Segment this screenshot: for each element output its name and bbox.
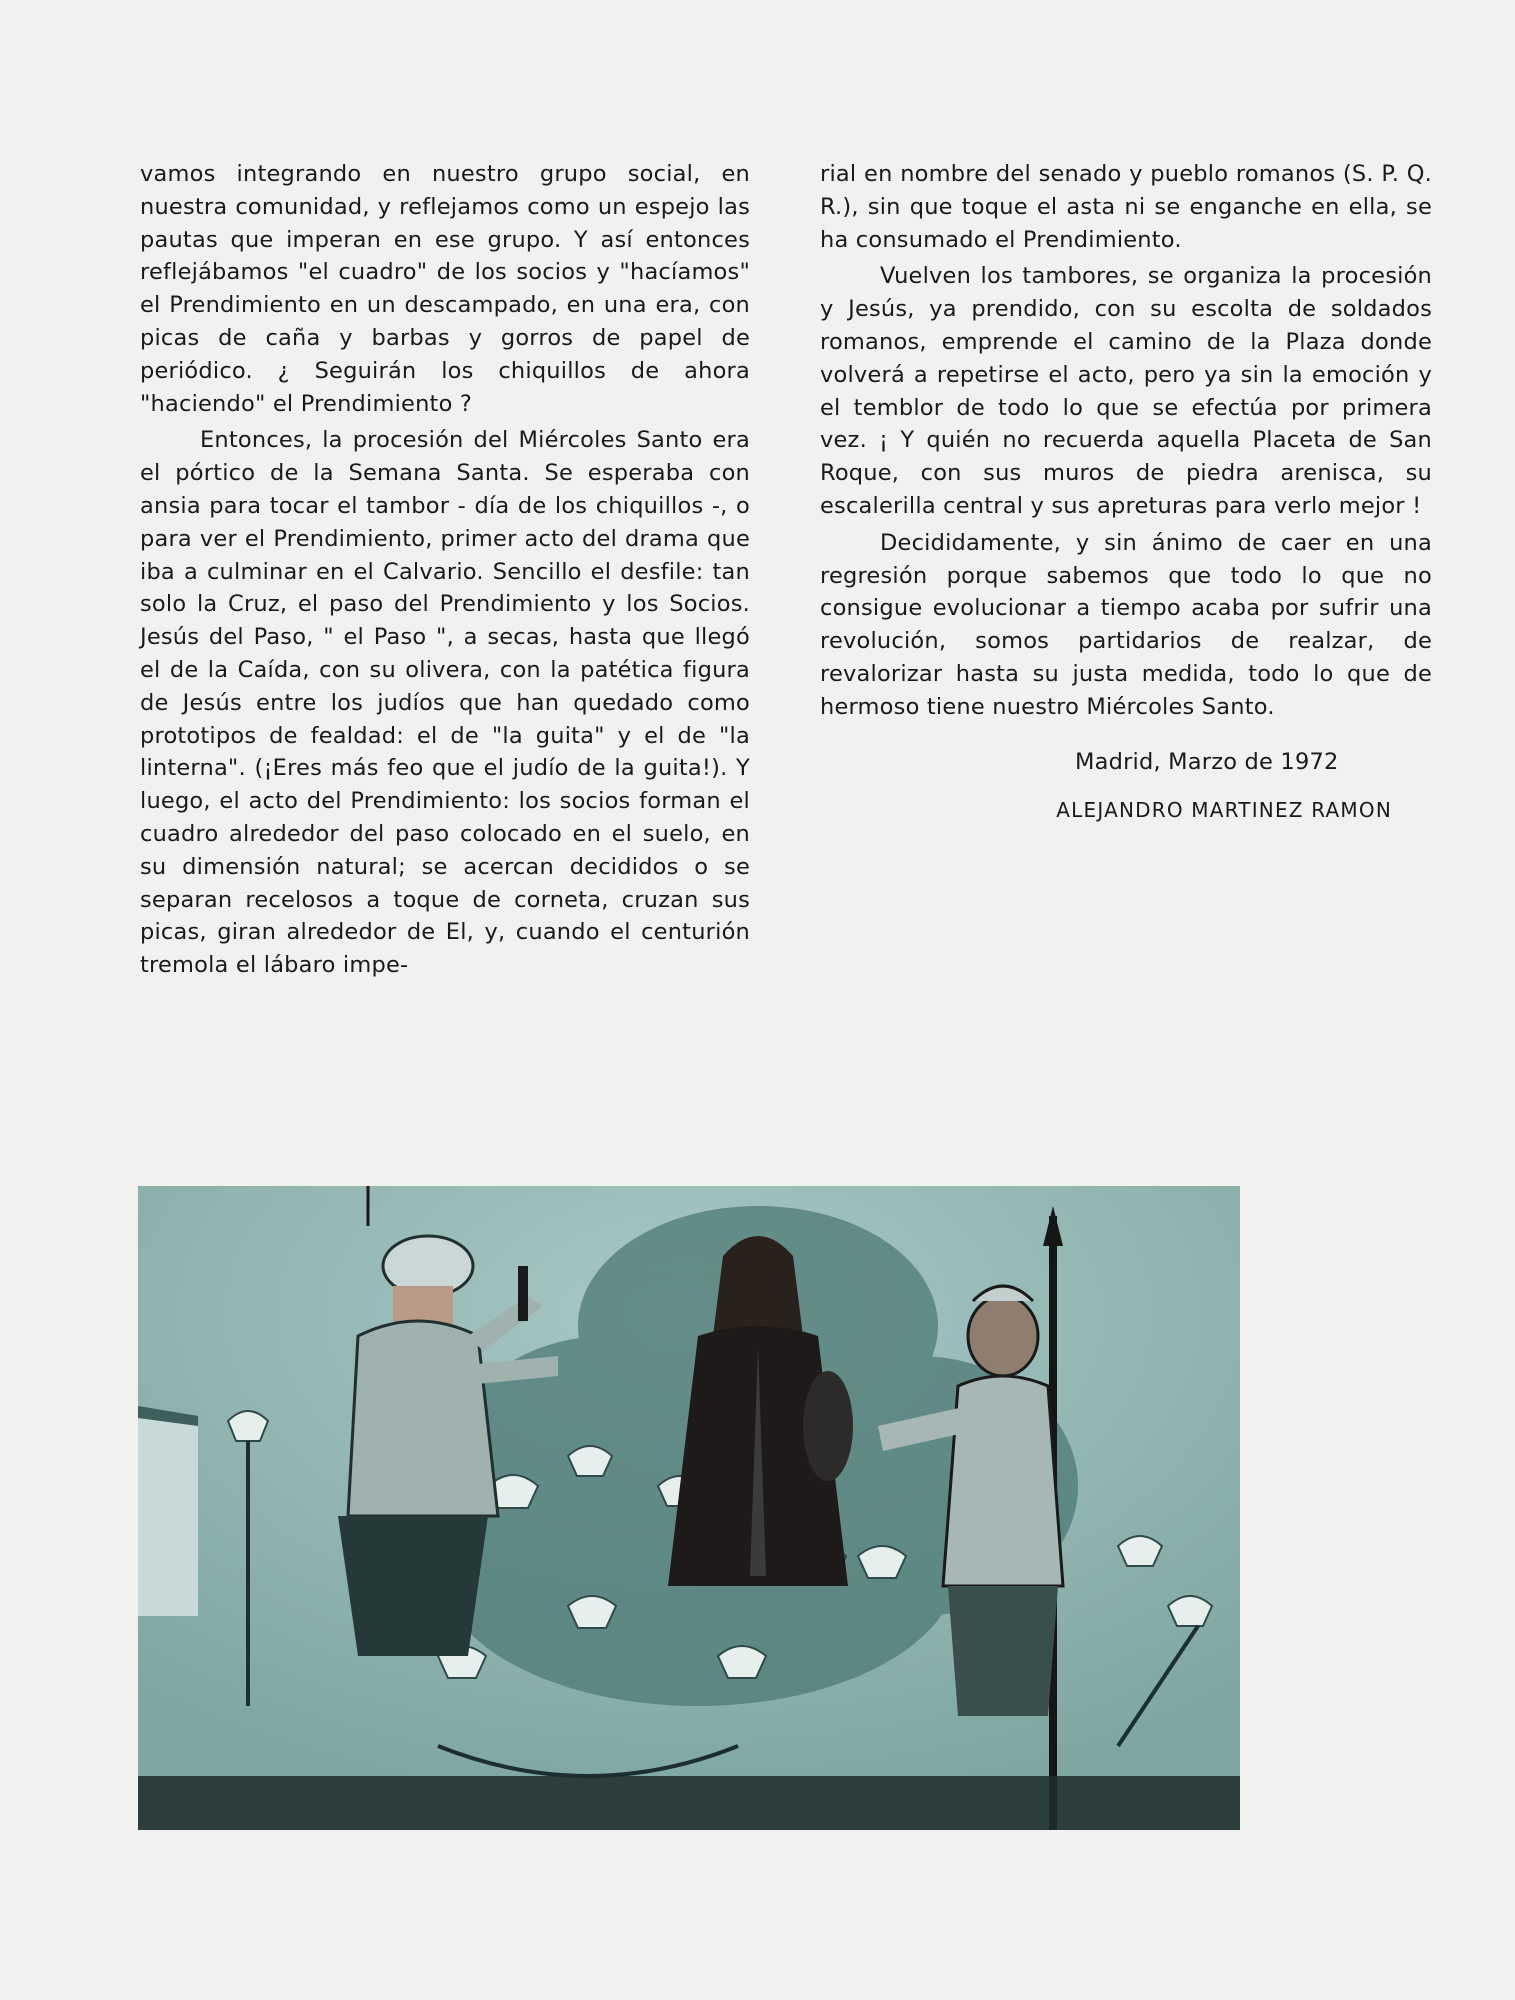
place-date: Madrid, Marzo de 1972	[1075, 748, 1339, 775]
procession-photo	[138, 1186, 1240, 1830]
right-column	[820, 158, 1432, 827]
left-column	[140, 158, 750, 982]
left-paragraph-2: Entonces, la procesión del Miércoles Santo era el pórtico de la Semana Santa. Se esperaba con ansia para tocar el tambor - día de los chiquillos -, o para ver el Prendimiento, primer acto del drama que iba a culminar en el Calvario. Sencillo el desfile: tan solo la Cruz, el paso del Prendimiento y los Socios. Jesús del Paso, " el Paso ", a secas, hasta que llegó el de la Caída, con su olivera, con la patética figura de Jesús entre los judíos que han quedado como prototipos de fealdad: el de "la guita" y el de "la linterna". (¡Eres más feo que el judío de la guita!). Y luego, el acto del Prendimiento: los socios forman el cuadro alrededor del paso colocado en el suelo, en su dimensión natural; se acercan decididos o se separan recelosos a toque de corneta, cruzan sus picas, giran alrededor de El, y, cuando el centurión tremola el lábaro impe-	[140, 427, 750, 979]
right-paragraph-1: rial en nombre del senado y pueblo romanos (S. P. Q. R.), sin que toque el asta ni se enganche en ella, se ha consumado el Prendimiento.	[820, 161, 1432, 253]
procession-photo-illustration	[138, 1186, 1240, 1830]
building-icon	[138, 1406, 198, 1616]
right-paragraph-2: Vuelven los tambores, se organiza la procesión y Jesús, ya prendido, con su escolta de soldados romanos, emprende el camino de la Plaza donde volverá a repetirse el acto, pero ya sin la emoción y el temblor de todo lo que se efectúa por primera vez. ¡ Y quién no recuerda aquella Placeta de San Roque, con sus muros de piedra arenisca, su escalerilla central y sus apreturas para verlo mejor !	[820, 263, 1432, 519]
author-signature: ALEJANDRO MARTINEZ RAMON	[1056, 798, 1392, 823]
right-paragraph-3: Decididamente, y sin ánimo de caer en una regresión porque sabemos que todo lo que no consigue evolucionar a tiempo acaba por sufrir una revolución, somos partidarios de realzar, de revalorizar hasta su justa medida, todo lo que de hermoso tiene nuestro Miércoles Santo.	[820, 529, 1432, 720]
left-paragraph-1: vamos integrando en nuestro grupo social, en nuestra comunidad, y reflejamos como un espejo las pautas que imperan en ese grupo. Y así entonces reflejábamos "el cuadro" de los socios y "hacíamos" el Prendimiento en un descampado, en una era, con picas de caña y barbas y gorros de papel de periódico. ¿ Seguirán los chiquillos de ahora "haciendo" el Prendimiento ?	[140, 161, 750, 417]
